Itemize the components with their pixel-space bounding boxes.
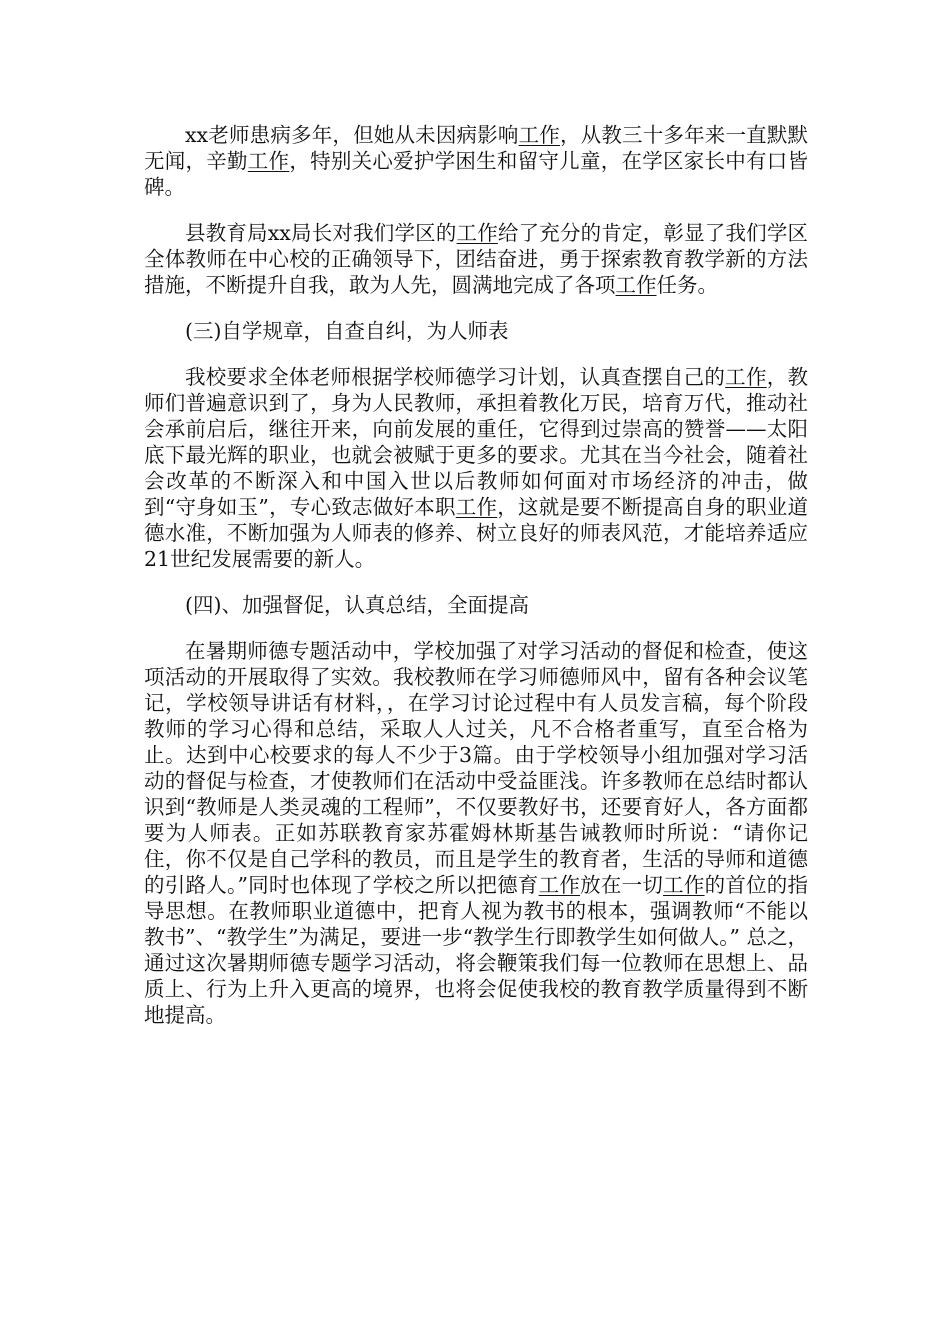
underlined-term: 工作 [456, 221, 498, 245]
text-segment: xx老师患病多年，但她从未因病影响 [185, 123, 519, 147]
underlined-term: 工作 [663, 873, 705, 897]
text-segment: ，这就是要不断提高自身的职业道德水准，不断加强为人师表的修养、树立良好的师表风范，才能培养适应21世纪发展需要的新人。 [144, 495, 809, 571]
text-segment: (四)、加强督促，认真总结，全面提高 [185, 593, 529, 617]
text-segment: 在暑期师德专题活动中，学校加强了对学习活动的督促和检查，使这项活动的开展取得了实效。我校教师在学习师德师风中，留有各种会议笔记，学校领导讲话有材料，，在学习讨论过程中有人员发言稿，每个阶段教师的学习心得和总结，采取人人过关，凡不合格者重写，直至合格为止。达到中心校要求的每人不少于3篇。由于学校领导小组加强对学习活动的督促与检查，才使教师们在活动中受益匪浅。许多教师在总结时都认识到“教师是人类灵魂的工程师”，不仅要教好书，还要育好人，各方面都要为人师表。正如苏联教育家苏霍姆林斯基告诫教师时所说：“请你记住，你不仅是自己学科的教员，而且是学生的教育者，生活的导师和道德的引路人。”同时也体现了学校之所以把德育 [144, 639, 808, 897]
text-segment: ，特别关心爱护学困生和留守儿童，在学区家长中有口皆碑。 [144, 149, 809, 199]
text-segment: 给了充分的肯定，彰显了我们学区全体教师在中心校的正确领导下，团结奋进，勇于探索教育教学新的方法措施，不断提升自我，敢为人先，圆满地完成了各项 [144, 221, 809, 297]
underlined-term: 工作 [518, 123, 560, 147]
text-segment: ，教师们普遍意识到了，身为人民教师，承担着教化万民，培育万代，推动社会承前启后，继往开来，向前发展的重任，它得到过崇高的赞誉——太阳底下最光辉的职业，也就会被赋于更多的要求。尤其在当今社会，随着社会改革的不断深入和中国入世以后教师如何面对市场经济的冲击，做到“守身如玉”，专心致志做好本职 [144, 365, 809, 519]
text-segment: 我校要求全体老师根据学校师德学习计划，认真查摆自己的 [185, 365, 726, 389]
body-paragraph [144, 220, 808, 298]
underlined-term: 工作 [725, 365, 767, 389]
underlined-term: 工作 [615, 273, 657, 297]
text-segment: 县教育局xx局长对我们学区的 [185, 221, 457, 245]
section-heading [144, 318, 808, 344]
body-paragraph [144, 122, 808, 200]
body-paragraph [144, 364, 808, 572]
text-segment: (三)自学规章，自查自纠，为人师表 [185, 319, 509, 343]
text-segment: 放在一切 [580, 873, 664, 897]
text-segment: 的首位的指导思想。在教师职业道德中，把育人视为教书的根本，强调教师“不能以教书”、“教学生”为满足，要进一步“教学生行即教学生如何做人。” 总之，通过这次暑期师德专题学习活动，将会鞭策我们每一位教师在思想上、品质上、行为上升入更高的境界，也将会促使我校的教育教学质量得到不断地提高。 [144, 873, 809, 1027]
body-paragraph [144, 638, 808, 1028]
text-segment: 任务。 [656, 273, 718, 297]
underlined-term: 工作 [247, 149, 290, 173]
document-page [144, 122, 808, 1048]
underlined-term: 工作 [455, 495, 498, 519]
underlined-term: 工作 [538, 873, 581, 897]
text-segment: ，从教三十多年来一直默默无闻，辛勤 [144, 123, 809, 173]
section-heading [144, 592, 808, 618]
